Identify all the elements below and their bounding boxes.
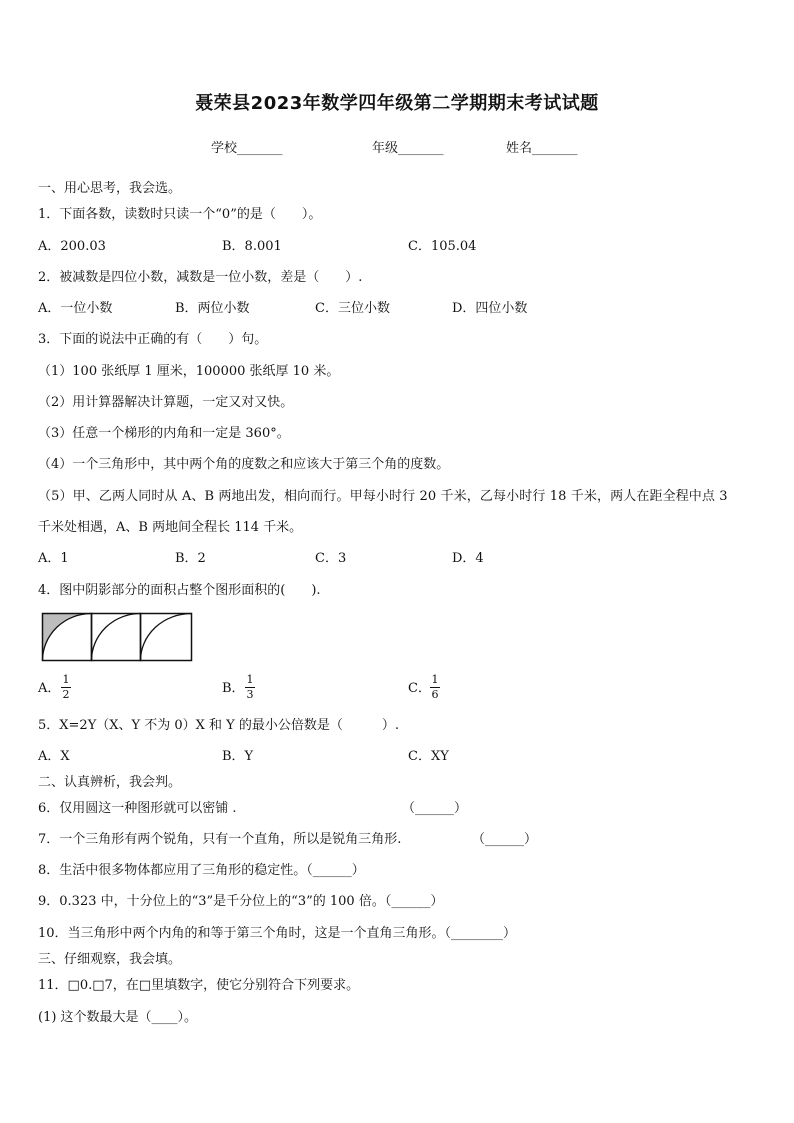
question-3-option-b: B．2 (175, 551, 206, 566)
fraction-numerator: 1 (246, 673, 254, 686)
question-5-option-a: A．X (38, 749, 70, 764)
fraction-denominator: 6 (431, 688, 439, 701)
fraction-numerator: 1 (431, 673, 439, 686)
question-3-stem: 3．下面的说法中正确的有（ ）句。 (38, 332, 268, 347)
question-4-option-a-fraction (61, 674, 71, 701)
page-title: 聂荣县2023年数学四年级第二学期期末考试试题 (195, 93, 599, 114)
fraction-denominator: 3 (246, 688, 254, 701)
question-2-option-b: B．两位小数 (175, 301, 250, 316)
question-6-answer-blank: （______） (402, 801, 468, 816)
question-1-stem: 1．下面各数，读数时只读一个“0”的是（ ）。 (38, 207, 322, 222)
question-11-part-1: (1) 这个数最大是（____）。 (38, 1010, 198, 1025)
question-4-option-b-fraction (245, 674, 255, 701)
fraction-numerator: 1 (62, 673, 70, 686)
question-7-answer-blank: （______） (472, 832, 538, 847)
question-3-statement-5-line-2: 千米处相遇，A、B 两地间全程长 114 千米。 (38, 520, 303, 535)
question-3-statement-2: （2）用计算器解决计算题，一定又对又快。 (38, 395, 294, 410)
question-3-option-c: C．3 (315, 551, 347, 566)
question-3-option-d: D．4 (452, 551, 484, 566)
question-5-option-c: C．XY (408, 749, 449, 764)
section-heading-3: 三、仔细观察，我会填。 (38, 952, 182, 967)
shaded-quarter-circle-figure (41, 612, 194, 662)
question-5-option-b: B．Y (222, 749, 254, 764)
name-field: 姓名_______ (506, 141, 578, 156)
question-8-stem: 8．生活中很多物体都应用了三角形的稳定性。（______） (38, 863, 365, 878)
question-3-statement-3: （3）任意一个梯形的内角和一定是 360°。 (38, 426, 290, 441)
question-1-option-a: A．200.03 (38, 239, 106, 254)
question-9-stem: 9．0.323 中，十分位上的“3”是千分位上的“3”的 100 倍。（______） (38, 894, 444, 909)
grade-field: 年级_______ (372, 141, 444, 156)
question-4-stem: 4．图中阴影部分的面积占整个图形面积的( ). (38, 583, 321, 598)
question-3-statement-4: （4）一个三角形中，其中两个角的度数之和应该大于第三个角的度数。 (38, 457, 450, 472)
question-2-stem: 2．被减数是四位小数，减数是一位小数，差是（ ）. (38, 270, 363, 285)
question-4-option-c-label: C． (408, 681, 431, 696)
question-5-stem: 5．X=2Y（X、Y 不为 0）X 和 Y 的最小公倍数是（ ）. (38, 718, 400, 733)
question-3-option-a: A．1 (38, 551, 69, 566)
question-2-option-a: A．一位小数 (38, 301, 113, 316)
question-1-option-b: B．8.001 (222, 239, 282, 254)
question-1-option-c: C．105.04 (408, 239, 477, 254)
question-3-statement-5-line-1: （5）甲、乙两人同时从 A、B 两地出发，相向而行。甲每小时行 20 千米，乙每小时行 18 千米，两人在距全程中点 3 (38, 489, 728, 504)
question-4-option-b-label: B． (222, 681, 245, 696)
question-4-option-c-fraction (430, 674, 440, 701)
shaded-region (43, 614, 92, 661)
question-4-option-a-label: A． (38, 681, 61, 696)
question-3-statement-1: （1）100 张纸厚 1 厘米，100000 张纸厚 10 米。 (38, 364, 340, 379)
question-11-stem: 11．□0.□7，在□里填数字，使它分别符合下列要求。 (38, 978, 360, 993)
question-6-stem: 6．仅用圆这一种图形就可以密铺 . (38, 801, 237, 816)
school-field: 学校_______ (211, 141, 283, 156)
question-2-option-d: D．四位小数 (452, 301, 528, 316)
question-2-option-c: C．三位小数 (315, 301, 390, 316)
question-7-stem: 7．一个三角形有两个锐角，只有一个直角，所以是锐角三角形. (38, 832, 402, 847)
section-heading-2: 二、认真辨析，我会判。 (38, 775, 182, 790)
question-10-stem: 10．当三角形中两个内角的和等于第三个角时，这是一个直角三角形。（________） (38, 926, 517, 941)
fraction-denominator: 2 (62, 688, 70, 701)
section-heading-1: 一、用心思考，我会选。 (38, 181, 182, 196)
